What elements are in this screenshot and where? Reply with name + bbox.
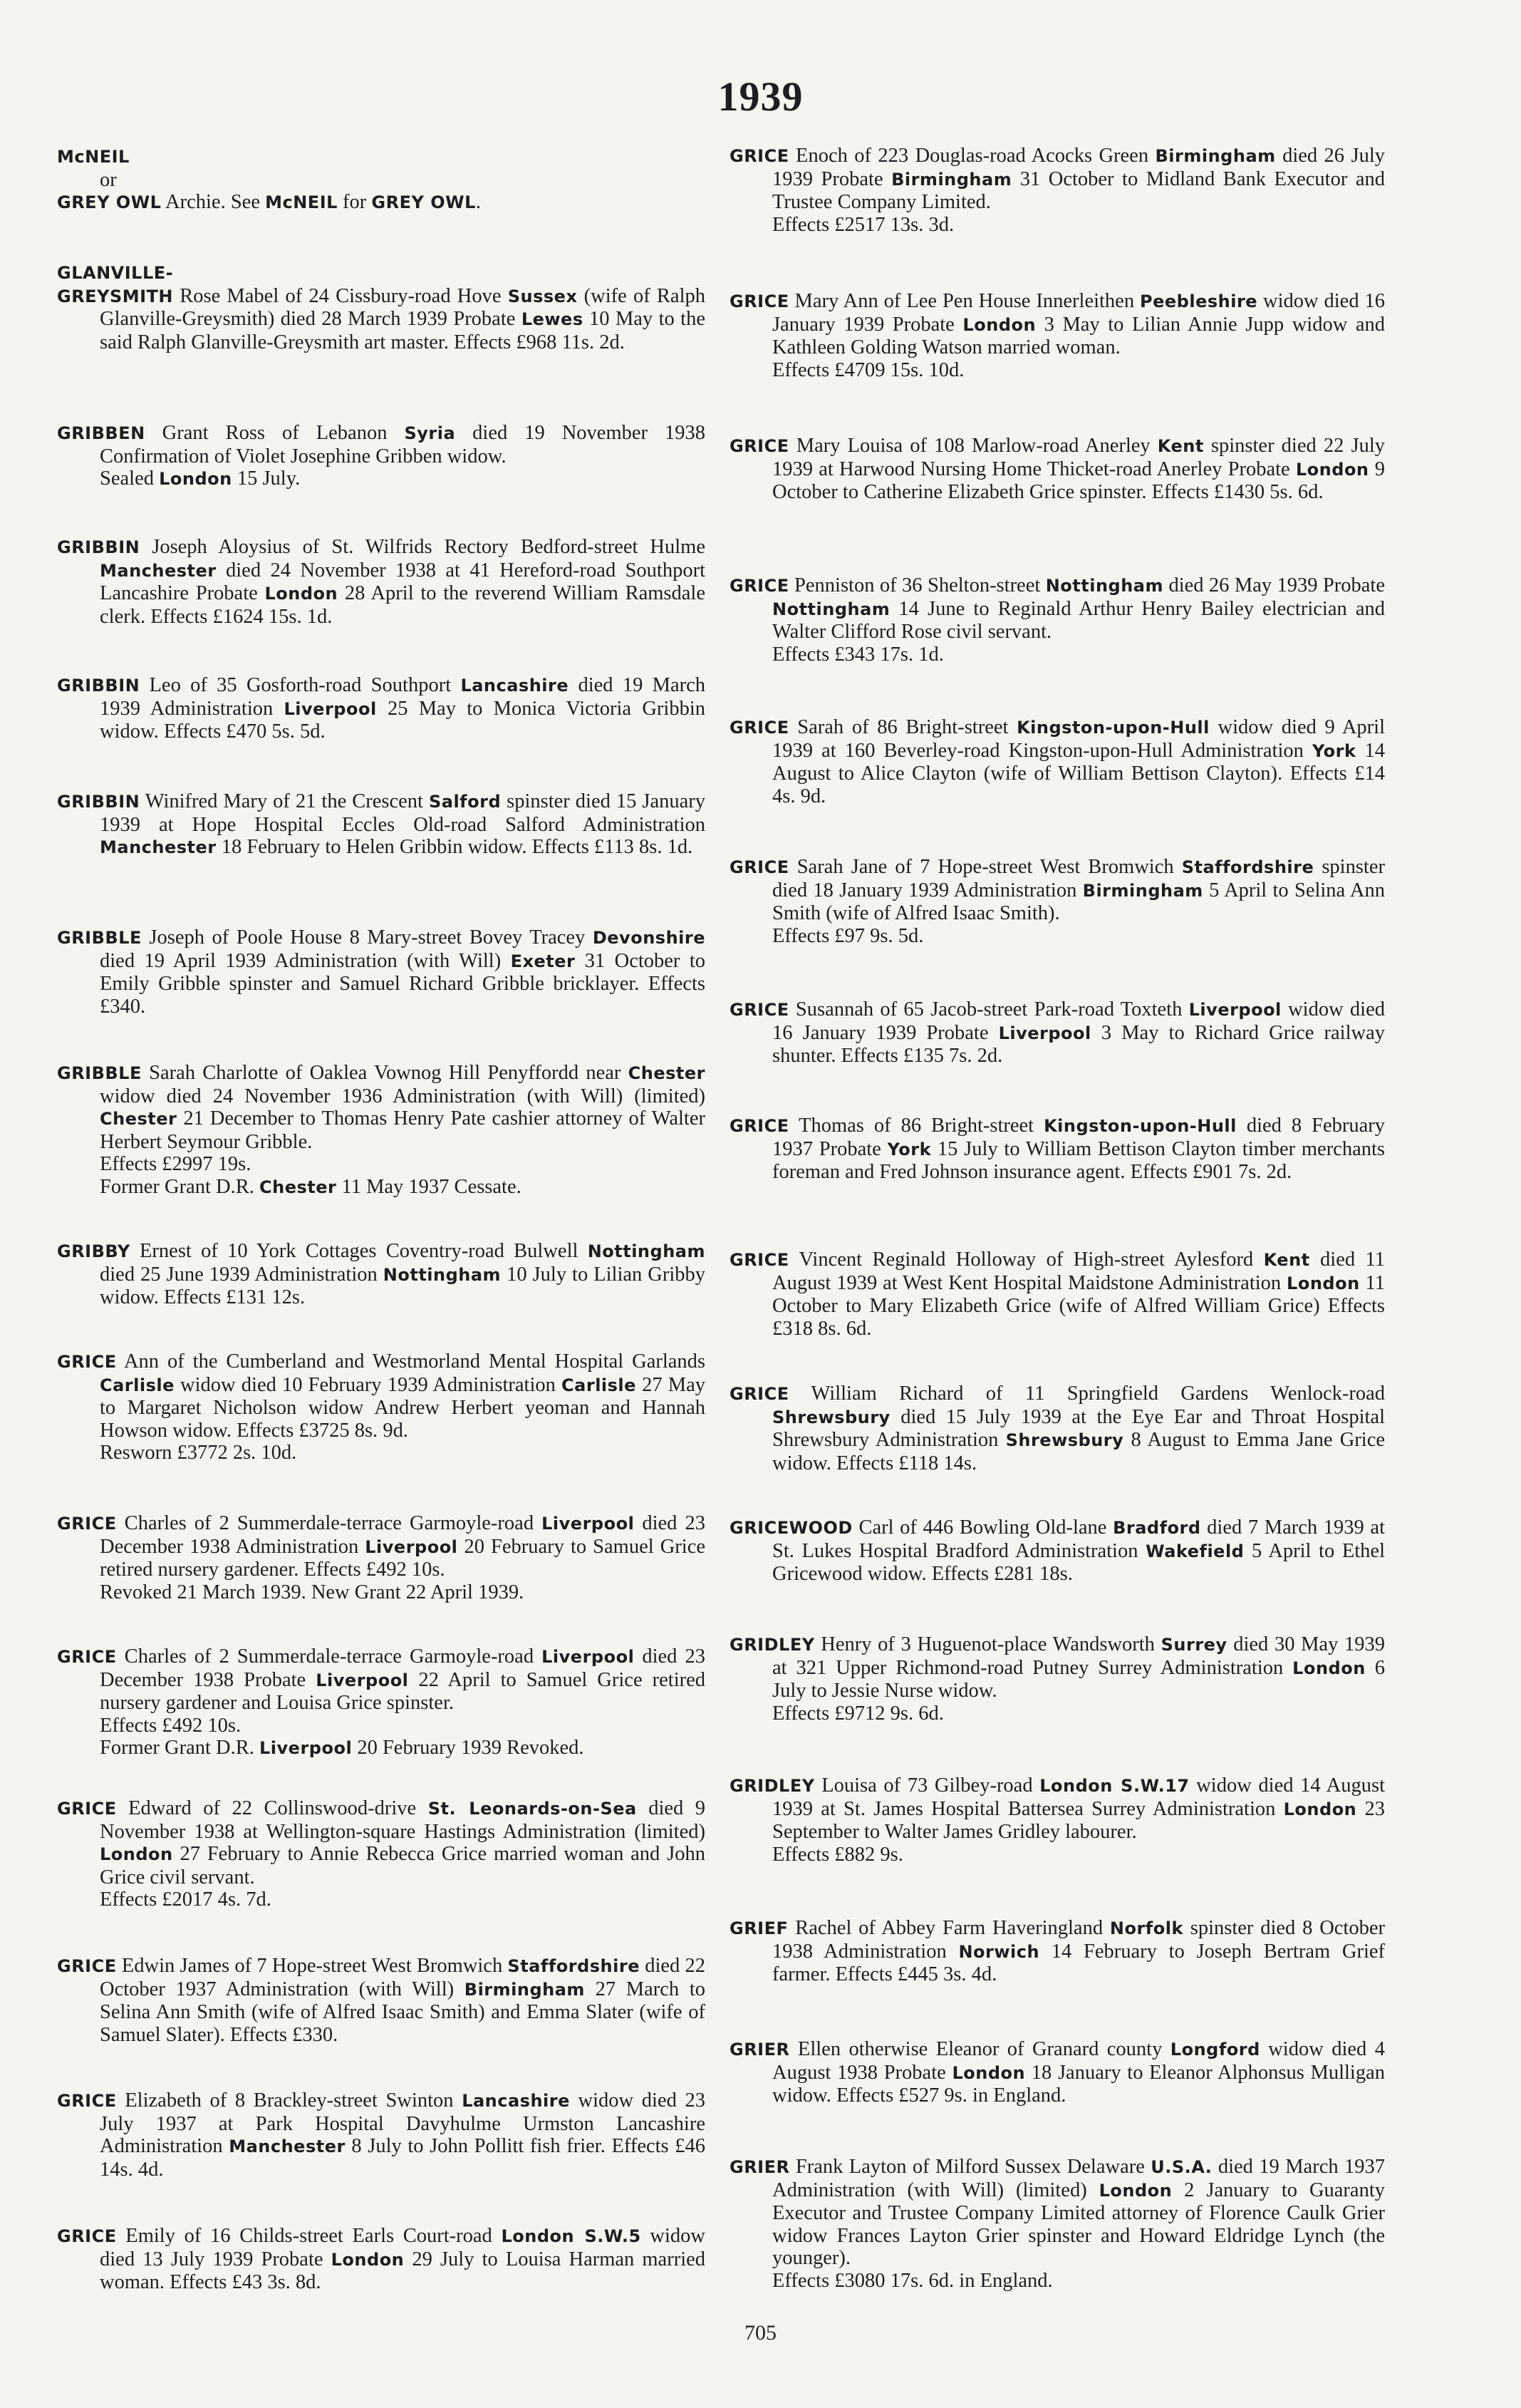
- entry-place: Manchester: [100, 560, 217, 581]
- entry-text: died 23 December 1938 Administration: [100, 1512, 705, 1558]
- probate-entry: [730, 290, 1385, 381]
- entry-effects: Effects £2517 13s. 3d.: [772, 213, 955, 236]
- entry-text: 11 October to Mary Elizabeth Grice (wife of Alfred William Grice) Effects £318 8s. 6d.: [772, 1271, 1385, 1340]
- entry-text: 22 April to Samuel Grice retired nursery gardener and Louisa Grice spinster.: [100, 1668, 705, 1714]
- entry-text: Former Grant D.R.: [100, 1737, 260, 1759]
- entry-text: Rachel of Abbey Farm Haveringland: [788, 1917, 1110, 1939]
- entry-text: 6 July to Jessie Nurse widow.: [772, 1656, 1385, 1702]
- entry-text: widow died 14 August 1939 at St. James Hospital Battersea Surrey Administration: [772, 1774, 1385, 1820]
- entry-surname: GRICE: [730, 1000, 789, 1020]
- entry-text: widow died 24 November 1936 Administration (with Will) (limited): [100, 1085, 705, 1107]
- entry-text: 29 July to Louisa Harman married woman. Effects £43 3s. 8d.: [100, 2248, 706, 2293]
- probate-entry: [730, 716, 1385, 807]
- entry-text: Penniston of 36 Shelton-street: [789, 574, 1046, 596]
- entry-registry: Carlisle: [561, 1375, 636, 1395]
- probate-entry: [57, 2089, 705, 2181]
- entry-surname: GRICE: [57, 1799, 117, 1819]
- entry-text: Mary Louisa of 108 Marlow-road Anerley: [789, 435, 1158, 457]
- entry-text: 15 July to William Bettison Clayton timber merchants foreman and Fred Johnson insurance agent. Effects £901 7s. 2d.: [772, 1137, 1385, 1183]
- probate-entry: [57, 1512, 705, 1603]
- probate-entry: [57, 1955, 705, 2046]
- entry-text: died 19 March 1939 Administration: [100, 674, 705, 720]
- entry-text: Edwin James of 7 Hope-street West Bromwich: [116, 1955, 508, 1977]
- entry-text: 15 July.: [232, 467, 301, 490]
- entry-registry: Lewes: [521, 309, 583, 329]
- probate-entry: [730, 145, 1385, 236]
- entry-text: died 19 November 1938 Confirmation of Violet Josephine Gribben widow.: [100, 422, 706, 467]
- probate-entry: [57, 422, 705, 491]
- entry-surname: GRIBBLE: [57, 928, 142, 948]
- entry-place: Syria: [404, 423, 456, 443]
- entry-surname: GRICE: [730, 146, 789, 166]
- entry-registry: Liverpool: [998, 1023, 1091, 1043]
- entry-text: widow died 10 February 1939 Administration: [174, 1373, 562, 1396]
- entry-text: Frank Layton of Milford Sussex Delaware: [789, 2156, 1151, 2178]
- entry-surname: GRIEF: [730, 1918, 789, 1938]
- entry-surname: GRIDLEY: [730, 1635, 815, 1655]
- entry-text: 27 February to Annie Rebecca Grice married woman and John Grice civil servant.: [100, 1843, 705, 1888]
- entry-place: Kent: [1263, 1250, 1310, 1270]
- entry-text: died 23 December 1938 Probate: [100, 1645, 705, 1691]
- probate-entry: [57, 536, 705, 628]
- entry-registry: London: [952, 2062, 1026, 2083]
- entry-text: died 7 March 1939 at St. Lukes Hospital Bradford Administration: [772, 1516, 1385, 1562]
- probate-entry: [57, 262, 705, 353]
- entry-text: widow died 16 January 1939 Probate: [772, 998, 1385, 1044]
- entry-surname: GRICE: [57, 2226, 117, 2246]
- entry-surname: GRICE: [57, 1514, 117, 1534]
- entry-surname: GRICE: [57, 1956, 117, 1976]
- entry-text: Charles of 2 Summerdale-terrace Garmoyle-road: [116, 1645, 542, 1668]
- entry-text: 3 May to Lilian Annie Jupp widow and Kathleen Golding Watson married woman.: [772, 313, 1385, 358]
- entry-text: Sarah Jane of 7 Hope-street West Bromwich: [789, 856, 1182, 878]
- entry-registry: York: [887, 1139, 932, 1159]
- entry-registry: London: [159, 469, 232, 489]
- entry-text: Edward of 22 Collinswood-drive: [116, 1797, 428, 1819]
- entry-registry: London: [264, 584, 338, 604]
- entry-surname: GRIER: [730, 2157, 790, 2177]
- entry-registry: London: [1295, 459, 1369, 480]
- entry-text: Enoch of 223 Douglas-road Acocks Green: [789, 145, 1156, 167]
- entry-place: Liverpool: [541, 1647, 635, 1667]
- entry-text: 27 May to Margaret Nicholson widow Andrew Herbert yeoman and Hannah Howson widow. Effects £3725 8s. 9d.: [100, 1373, 705, 1442]
- probate-entry: [730, 1917, 1385, 1986]
- entry-registry: Chester: [100, 1109, 177, 1129]
- entry-registry: London: [1099, 2180, 1173, 2201]
- probate-entry: [57, 674, 705, 743]
- probate-entry: [57, 1797, 705, 1911]
- entry-place: Salford: [428, 792, 502, 812]
- probate-entry: [730, 1633, 1385, 1725]
- entry-text: 5 April to Ethel Gricewood widow. Effects £281 18s.: [772, 1539, 1385, 1585]
- entry-text: spinster died 8 October 1938 Administration: [772, 1917, 1385, 1963]
- entry-text: 8 August to Emma Jane Grice widow. Effects £118 14s.: [772, 1429, 1386, 1474]
- entry-text: 18 February to Helen Gribbin widow. Effects £113 8s. 1d.: [216, 836, 693, 858]
- entry-text: William Richard of 11 Springfield Gardens Wenlock-road: [789, 1383, 1385, 1405]
- probate-entry: [730, 1383, 1385, 1474]
- probate-entry: [730, 1115, 1385, 1184]
- entry-registry: London: [1292, 1658, 1366, 1678]
- entry-place: Lancashire: [462, 2091, 570, 2111]
- entry-surname-prefix: GLANVILLE-: [57, 263, 174, 283]
- entry-surname: GRICE: [730, 291, 789, 311]
- entry-text: died 11 August 1939 at West Kent Hospital Maidstone Administration: [772, 1249, 1385, 1294]
- entry-registry: Nottingham: [772, 599, 891, 619]
- entry-surname: GRICE: [730, 1250, 789, 1270]
- entry-text: Vincent Reginald Holloway of High-street Aylesford: [789, 1249, 1264, 1271]
- entry-text: Ernest of 10 York Cottages Coventry-road Bulwell: [130, 1240, 588, 1262]
- entry-text: died 26 May 1939 Probate: [1163, 574, 1385, 596]
- probate-entry: [730, 574, 1385, 666]
- probate-entry: [730, 1249, 1385, 1340]
- entry-text: Ellen otherwise Eleanor of Granard county: [789, 2038, 1170, 2060]
- entry-text: Emily of 16 Childs-street Earls Court-road: [116, 2225, 502, 2247]
- entry-text: Former Grant D.R.: [100, 1175, 260, 1198]
- entry-place: Longford: [1170, 2040, 1260, 2060]
- entry-text: died 8 February 1937 Probate: [772, 1115, 1386, 1160]
- entry-surname: GRICEWOOD: [730, 1518, 853, 1538]
- entry-place: U.S.A.: [1151, 2157, 1213, 2177]
- entry-text: Susannah of 65 Jacob-street Park-road Toxteth: [789, 998, 1189, 1020]
- entry-place: Nottingham: [1045, 576, 1164, 596]
- entry-surname: GRIBBY: [57, 1241, 130, 1261]
- entry-text: Grant Ross of Lebanon: [145, 422, 405, 444]
- entry-text: Carl of 446 Bowling Old-lane: [852, 1516, 1114, 1539]
- entry-text: died 22 October 1937 Administration (with Will): [100, 1955, 705, 2000]
- entry-registry: York: [1312, 740, 1356, 761]
- entry-place: Kingston-upon-Hull: [1044, 1116, 1237, 1136]
- entry-effects: Effects £4709 15s. 10d.: [772, 358, 965, 381]
- entry-place: Kingston-upon-Hull: [1017, 718, 1210, 738]
- entry-registry: London: [331, 2249, 405, 2270]
- entry-place: St. Leonards-on-Sea: [427, 1799, 637, 1819]
- entry-text: 21 December to Thomas Henry Pate cashier attorney of Walter Herbert Seymour Gribble.: [100, 1107, 705, 1153]
- entry-surname: GREYSMITH: [57, 286, 174, 306]
- entry-registry: London: [1283, 1799, 1357, 1819]
- entry-text: 5 April to Selina Ann Smith (wife of Alfred Isaac Smith).: [772, 879, 1386, 924]
- entry-registry: London: [1287, 1273, 1360, 1293]
- entry-text: 8 July to John Pollitt fish frier. Effects £46 14s. 4d.: [100, 2135, 705, 2181]
- probate-entry: [730, 1774, 1385, 1866]
- entry-text: spinster died 18 January 1939 Administration: [772, 856, 1385, 901]
- entry-place: Liverpool: [541, 1514, 635, 1534]
- entry-text: for: [337, 191, 372, 213]
- entry-text: 25 May to Monica Victoria Gribbin widow. Effects £470 5s. 5d.: [100, 697, 705, 743]
- entry-text: 14 August to Alice Clayton (wife of William Bettison Clayton). Effects £14 4s. 9d.: [772, 739, 1385, 807]
- entry-registry: Norwich: [958, 1941, 1040, 1962]
- entry-place: Kent: [1157, 436, 1204, 456]
- entry-place: Nottingham: [587, 1241, 705, 1261]
- entry-text: Winifred Mary of 21 the Crescent: [140, 790, 429, 812]
- entry-registry: Shrewsbury: [1005, 1430, 1124, 1450]
- entry-registry: Birmingham: [464, 1979, 585, 2000]
- entry-place: Birmingham: [1155, 146, 1276, 166]
- entry-surname: GRIER: [730, 2040, 790, 2060]
- entry-text: widow died 13 July 1939 Probate: [100, 2225, 705, 2270]
- entry-text: 20 February to Samuel Grice retired nursery gardener. Effects £492 10s.: [100, 1535, 706, 1581]
- entry-registry: Liverpool: [365, 1536, 458, 1557]
- entry-surname: GRICE: [57, 1352, 117, 1372]
- probate-entry: [730, 856, 1385, 947]
- page-number: 705: [744, 2321, 777, 2345]
- entry-text: spinster died 15 January 1939 at Hope Hospital Eccles Old-road Salford Administration: [100, 790, 705, 836]
- entry-text: 9 October to Catherine Elizabeth Grice spinster. Effects £1430 5s. 6d.: [772, 458, 1385, 503]
- entry-effects: Effects £2997 19s.: [100, 1153, 251, 1175]
- probate-entry: [57, 1645, 705, 1760]
- entry-text: Rose Mabel of 24 Cissbury-road Hove: [173, 284, 508, 307]
- entry-text: died 9 November 1938 at Wellington-square Hastings Administration (limited): [100, 1797, 706, 1843]
- entry-registry: Liverpool: [284, 698, 377, 719]
- entry-registry: Manchester: [100, 837, 217, 857]
- entry-text: 10 May to the said Ralph Glanville-Greysmith art master. Effects £968 11s. 2d.: [100, 308, 705, 353]
- entry-place: London S.W.5: [501, 2226, 641, 2246]
- entry-text: Thomas of 86 Bright-street: [789, 1115, 1044, 1137]
- entry-surname: GRICE: [730, 1384, 789, 1404]
- entry-text: widow died 23 July 1937 at Park Hospital Davyhulme Urmston Lancashire Administration: [100, 2089, 705, 2157]
- probate-entry: [730, 2156, 1385, 2292]
- entry-surname: GRICE: [730, 857, 789, 877]
- probate-entry: [57, 926, 705, 1018]
- entry-registry: Manchester: [229, 2136, 346, 2156]
- entry-surname: GRIBBIN: [57, 676, 140, 696]
- entry-text: 28 April to the reverend William Ramsdale clerk. Effects £1624 15s. 1d.: [100, 582, 705, 628]
- entry-text-bold: McNEIL: [265, 192, 338, 212]
- entry-effects: Resworn £3772 2s. 10d.: [100, 1442, 297, 1464]
- probate-entry: [57, 1240, 705, 1309]
- entry-text: 27 March to Selina Ann Smith (wife of Alfred Isaac Smith) and Emma Slater (wife of Samuel Slater). Effects £330.: [100, 1978, 705, 2046]
- entry-text: Charles of 2 Summerdale-terrace Garmoyle-road: [116, 1512, 542, 1534]
- entry-text: Sarah of 86 Bright-street: [789, 716, 1017, 738]
- entry-surname: GRICE: [730, 1116, 789, 1136]
- entry-text: died 19 April 1939 Administration (with Will): [100, 949, 511, 972]
- entry-text: 14 February to Joseph Bertram Grief farmer. Effects £445 3s. 4d.: [772, 1940, 1386, 1985]
- entry-text: Ann of the Cumberland and Westmorland Mental Hospital Garlands: [116, 1350, 705, 1373]
- entry-place: Staffordshire: [1181, 857, 1314, 877]
- entry-registry: Liverpool: [259, 1738, 353, 1758]
- entry-text: 3 May to Richard Grice railway shunter. Effects £135 7s. 2d.: [772, 1021, 1385, 1067]
- entry-registry: Liverpool: [316, 1670, 409, 1690]
- entry-place: Surrey: [1161, 1635, 1227, 1655]
- entry-surname: GRICE: [730, 436, 789, 456]
- entry-place: Norfolk: [1109, 1918, 1183, 1938]
- entry-place: Devonshire: [592, 928, 705, 948]
- entry-registry: Birmingham: [1082, 880, 1203, 901]
- entry-place: London S.W.17: [1039, 1776, 1190, 1796]
- entry-place: Shrewsbury: [772, 1407, 891, 1427]
- entry-text: widow died 16 January 1939 Probate: [772, 290, 1385, 336]
- entry-registry: London: [100, 1844, 173, 1864]
- cross-reference-entry: [57, 146, 705, 215]
- entry-effects: Effects £882 9s.: [772, 1843, 903, 1866]
- entry-place: Carlisle: [100, 1375, 175, 1395]
- entry-or: or: [100, 168, 117, 191]
- entry-text: spinster died 22 July 1939 at Harwood Nursing Home Thicket-road Anerley Probate: [772, 435, 1385, 480]
- entry-registry: Chester: [259, 1177, 337, 1197]
- entry-place: Bradford: [1113, 1518, 1201, 1538]
- entry-text: .: [475, 191, 482, 213]
- entry-text: 23 September to Walter James Gridley labourer.: [772, 1797, 1386, 1843]
- entry-effects: Effects £492 10s.: [100, 1714, 242, 1737]
- entry-effects: Effects £343 17s. 1d.: [772, 643, 944, 666]
- probate-entry: [730, 998, 1385, 1068]
- entry-surname: GRIBBIN: [57, 792, 140, 812]
- entry-text: 10 July to Lilian Gribby widow. Effects £131 12s.: [100, 1263, 706, 1308]
- probate-entry: [57, 2225, 705, 2294]
- entry-surname: McNEIL: [57, 147, 130, 167]
- entry-text-bold: GREY OWL: [371, 192, 476, 212]
- entry-registry: Exeter: [510, 951, 576, 971]
- entry-text: Sarah Charlotte of Oaklea Vownog Hill Penyffordd near: [141, 1062, 628, 1084]
- entry-surname: GRICE: [57, 2091, 117, 2111]
- entry-text: died 30 May 1939 at 321 Upper Richmond-road Putney Surrey Administration: [772, 1633, 1385, 1679]
- entry-surname: GRIBBLE: [57, 1063, 142, 1083]
- entry-place: Peebleshire: [1140, 291, 1258, 311]
- entry-surname: GRICE: [57, 1647, 117, 1667]
- entry-text: Mary Ann of Lee Pen House Innerleithen: [789, 290, 1141, 312]
- entry-place: Liverpool: [1188, 1000, 1282, 1020]
- entry-text: died 19 March 1937 Administration (with Will) (limited): [772, 2156, 1385, 2201]
- entry-text: Louisa of 73 Gilbey-road: [814, 1774, 1040, 1797]
- entry-place: Chester: [628, 1063, 705, 1083]
- entry-surname: GRICE: [730, 718, 789, 738]
- probate-entry: [730, 435, 1385, 504]
- entry-text: died 24 November 1938 at 41 Hereford-road Southport Lancashire Probate: [100, 559, 705, 604]
- entry-effects: Effects £3080 17s. 6d. in England.: [772, 2269, 1053, 2292]
- entry-note: Revoked 21 March 1939. New Grant 22 April 1939.: [100, 1581, 524, 1603]
- probate-entry: [730, 2038, 1385, 2107]
- entry-place: Lancashire: [460, 676, 569, 696]
- entry-text: Archie. See: [161, 191, 266, 213]
- entry-effects: Effects £9712 9s. 6d.: [772, 1702, 944, 1725]
- entry-text: 11 May 1937 Cessate.: [336, 1175, 521, 1198]
- entry-text: widow died 9 April 1939 at 160 Beverley-road Kingston-upon-Hull Administration: [772, 716, 1385, 762]
- entry-text: died 26 July 1939 Probate: [772, 145, 1385, 190]
- entry-text: died 25 June 1939 Administration: [100, 1263, 383, 1286]
- entry-text: 20 February 1939 Revoked.: [352, 1737, 584, 1759]
- entry-text: (wife of Ralph Glanville-Greysmith) died 28 March 1939 Probate: [100, 284, 706, 330]
- entry-effects: Effects £2017 4s. 7d.: [100, 1888, 271, 1911]
- entry-place: Staffordshire: [507, 1956, 640, 1976]
- entry-surname: GREY OWL: [57, 192, 162, 212]
- probate-entry: [57, 790, 705, 859]
- entry-text: Joseph of Poole House 8 Mary-street Bovey Tracey: [141, 926, 593, 949]
- entry-registry: Birmingham: [891, 169, 1012, 190]
- entry-text: Elizabeth of 8 Brackley-street Swinton: [116, 2089, 462, 2112]
- entry-surname: GRIDLEY: [730, 1776, 815, 1796]
- entry-place: Sussex: [507, 286, 578, 306]
- entry-text: 31 October to Midland Bank Executor and Trustee Company Limited.: [772, 167, 1385, 213]
- entry-text: Sealed: [100, 467, 160, 490]
- entry-text: Henry of 3 Huguenot-place Wandsworth: [814, 1633, 1161, 1655]
- entry-text: 14 June to Reginald Arthur Henry Bailey electrician and Walter Clifford Rose civil servant.: [772, 597, 1385, 643]
- entry-effects: Effects £97 9s. 5d.: [772, 924, 924, 947]
- probate-entry: [57, 1062, 705, 1199]
- entry-registry: Wakefield: [1146, 1541, 1245, 1561]
- entry-surname: GRICE: [730, 576, 789, 596]
- entry-registry: Nottingham: [383, 1264, 502, 1285]
- entry-surname: GRIBBIN: [57, 537, 140, 557]
- entry-text: Joseph Aloysius of St. Wilfrids Rectory Bedford-street Hulme: [140, 536, 705, 558]
- entry-text: widow died 4 August 1938 Probate: [772, 2038, 1385, 2084]
- probate-entry: [57, 1350, 705, 1464]
- entry-surname: GRIBBEN: [57, 423, 145, 443]
- entry-text: 18 January to Eleanor Alphonsus Mulligan widow. Effects £527 9s. in England.: [772, 2061, 1385, 2107]
- entry-text: 2 January to Guaranty Executor and Trustee Company Limited attorney of Florence Caulk Grier widow Frances Layton Grier spinster and Howard Eldridge Lynch (the younger).: [772, 2179, 1385, 2269]
- entry-text: 31 October to Emily Gribble spinster and Samuel Richard Gribble bricklayer. Effects £340.: [100, 949, 705, 1018]
- page-year: 1939: [717, 73, 804, 120]
- entry-text: died 15 July 1939 at the Eye Ear and Throat Hospital Shrewsbury Administration: [772, 1405, 1385, 1451]
- entry-text: Leo of 35 Gosforth-road Southport: [140, 674, 461, 696]
- probate-entry: [730, 1516, 1385, 1586]
- entry-registry: London: [962, 314, 1037, 335]
